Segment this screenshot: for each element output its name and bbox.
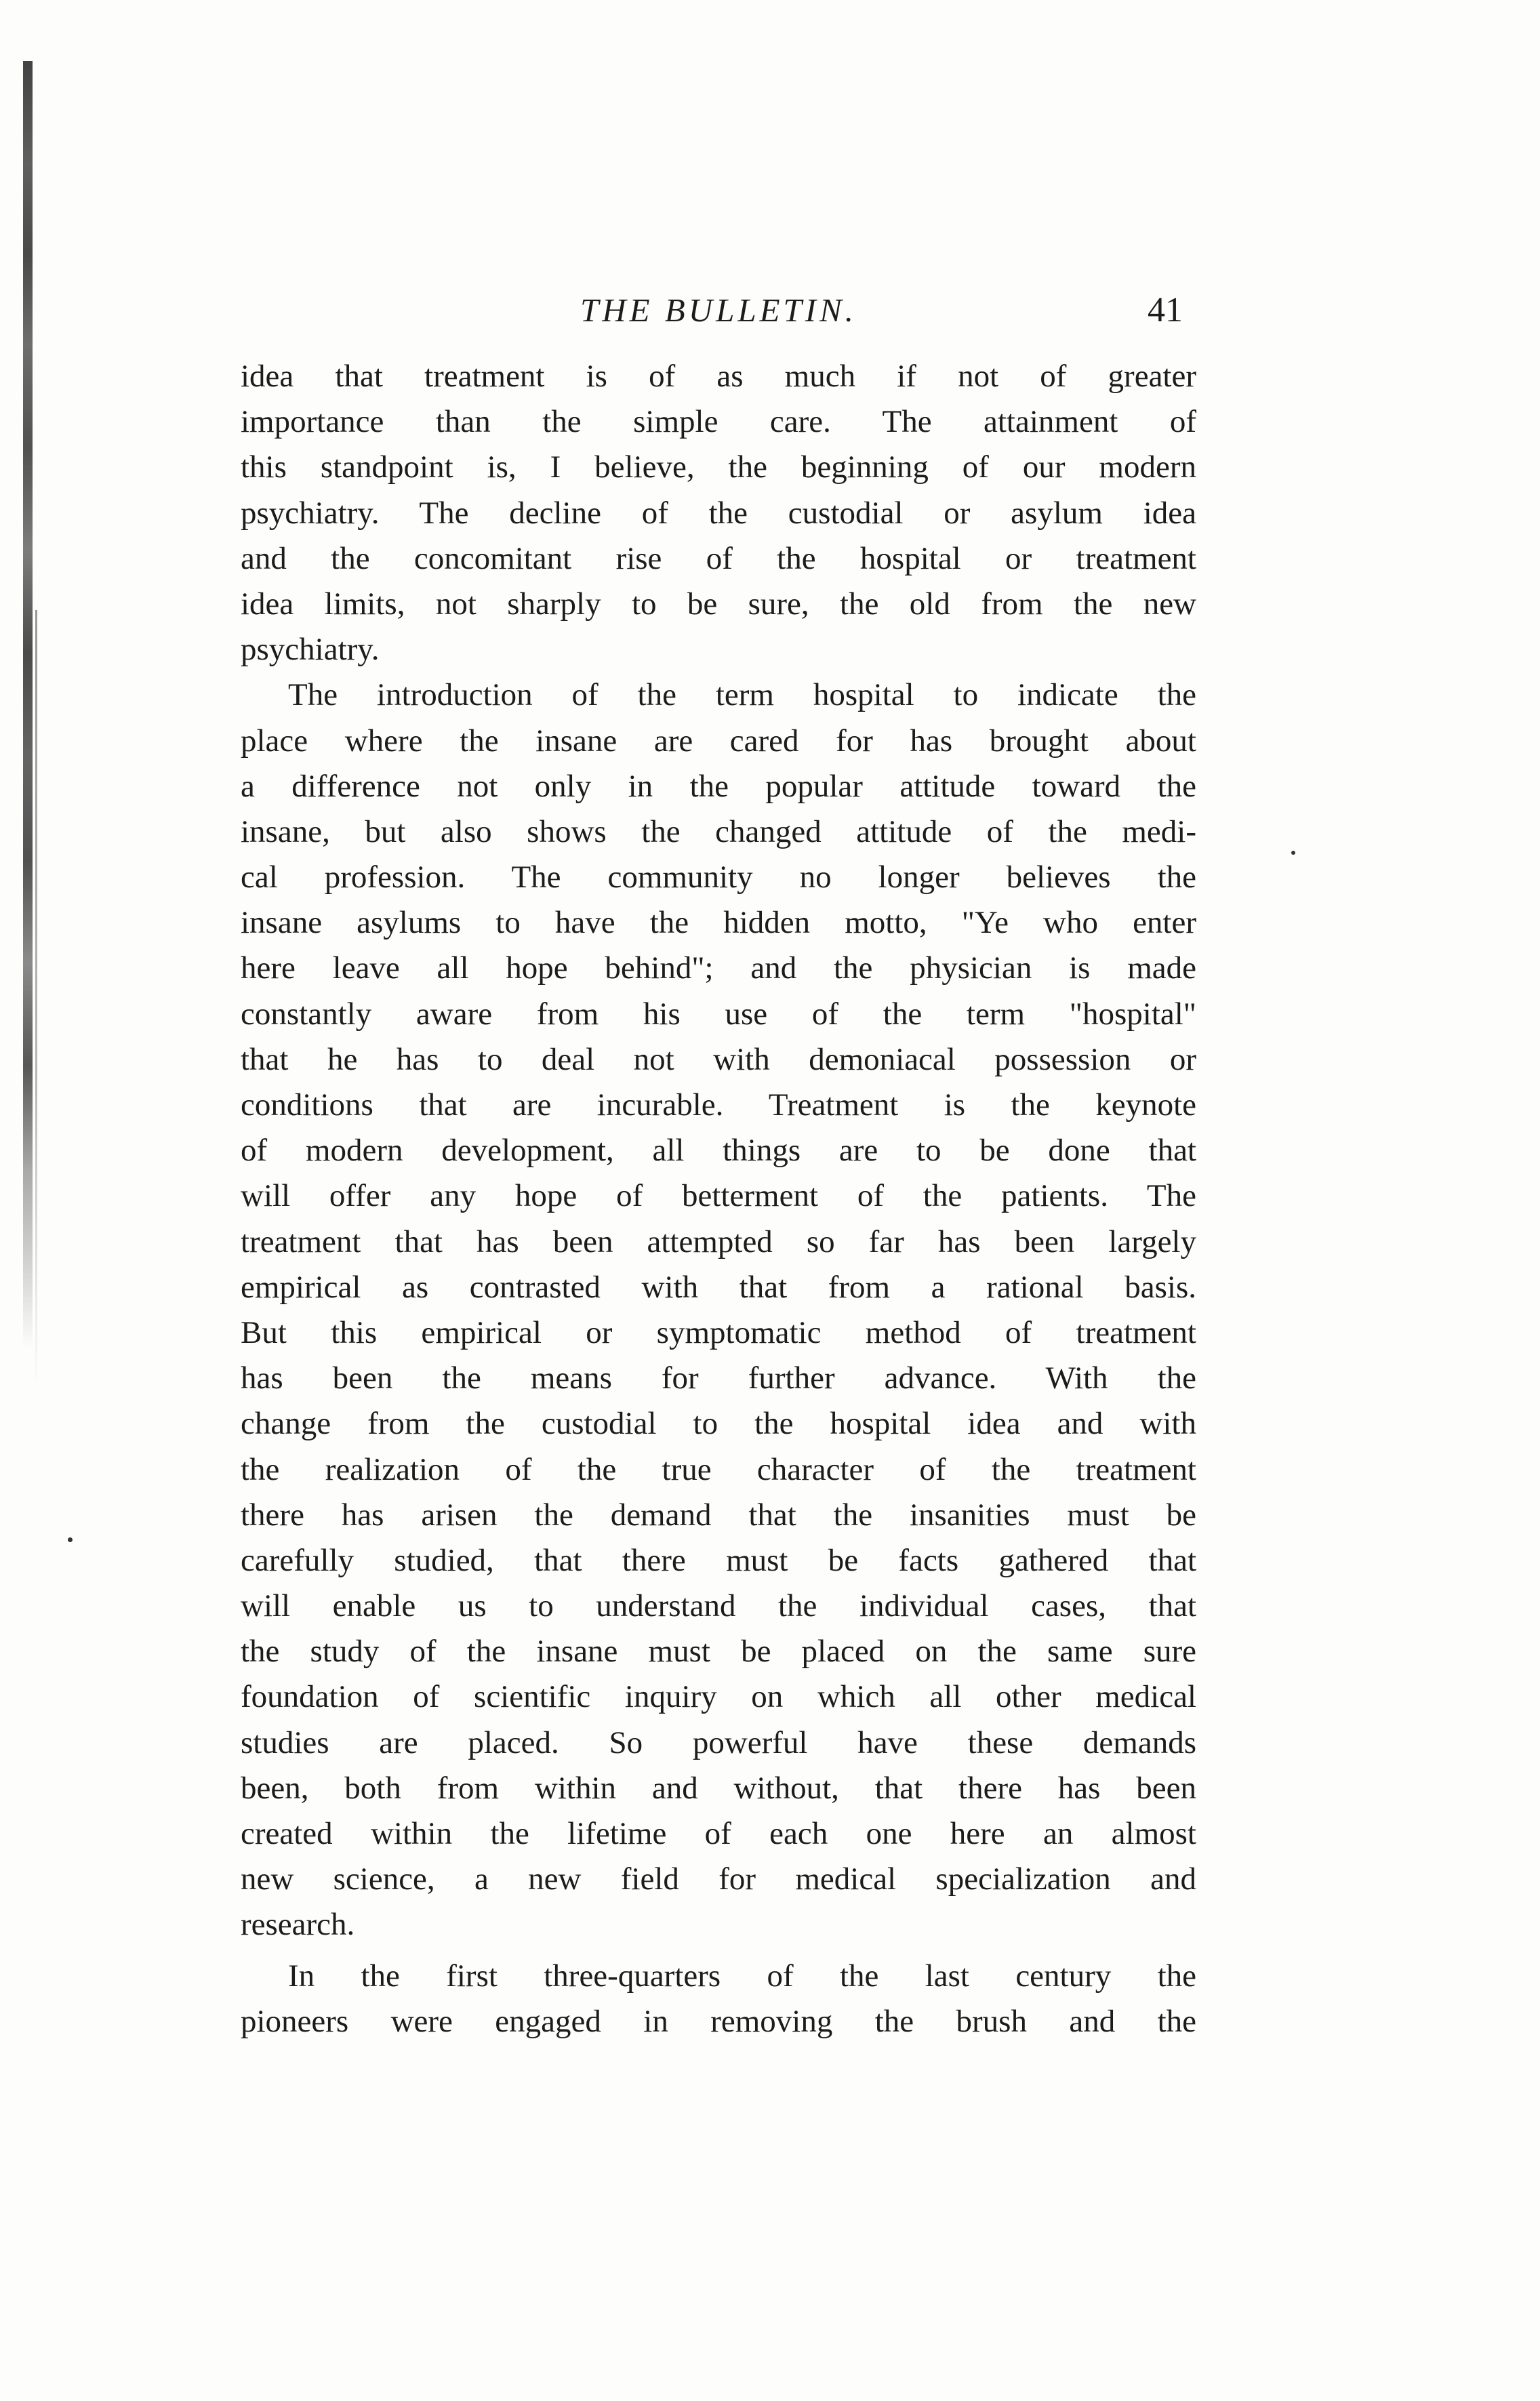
- text-line: a difference not only in the popular attitude toward the: [241, 768, 1196, 804]
- text-line: insane, but also shows the changed attitude of the medi-: [241, 813, 1196, 849]
- text-line: the study of the insane must be placed on the same sure: [241, 1634, 1196, 1670]
- paragraph: [241, 1954, 1196, 2044]
- text-line: foundation of scientific inquiry on which all other medical: [241, 1679, 1196, 1715]
- text-line: treatment that has been attempted so far has been largely: [241, 1224, 1196, 1259]
- text-line: empirical as contrasted with that from a rational basis.: [241, 1269, 1196, 1305]
- text-line: been, both from within and without, that there has been: [241, 1770, 1196, 1806]
- text-line: this standpoint is, I believe, the beginning of our modern: [241, 449, 1196, 485]
- text-line: psychiatry.: [241, 632, 380, 668]
- paragraph: [241, 672, 1196, 1948]
- binding-edge: [23, 61, 33, 1349]
- text-line: created within the lifetime of each one here an almost: [241, 1816, 1196, 1851]
- text-line: But this empirical or symptomatic method of treatment: [241, 1314, 1196, 1350]
- text-line: and the concomitant rise of the hospital or treatment: [241, 540, 1196, 576]
- body-text: [241, 354, 1196, 2044]
- text-line: has been the means for further advance. With the: [241, 1360, 1196, 1396]
- text-line: psychiatry. The decline of the custodial or asylum idea: [241, 495, 1196, 531]
- running-head: THE BULLETIN.: [580, 291, 857, 329]
- text-line: conditions that are incurable. Treatment is the keynote: [241, 1087, 1196, 1123]
- paragraph: [241, 354, 1196, 672]
- text-line: change from the custodial to the hospital idea and with: [241, 1406, 1196, 1442]
- text-line: idea that treatment is of as much if not of greater: [241, 359, 1196, 394]
- scan-speck: [1291, 851, 1295, 855]
- text-line: insane asylums to have the hidden motto, "Ye who enter: [241, 905, 1196, 941]
- page-header: [241, 283, 1196, 338]
- text-line: here leave all hope behind"; and the physician is made: [241, 950, 1196, 986]
- text-line: there has arisen the demand that the insanities must be: [241, 1497, 1196, 1533]
- text-line: the realization of the true character of the treatment: [241, 1451, 1196, 1487]
- text-line: will offer any hope of betterment of the patients. The: [241, 1178, 1196, 1214]
- text-line: importance than the simple care. The attainment of: [241, 404, 1196, 440]
- text-line: pioneers were engaged in removing the brush and the: [241, 2003, 1196, 2039]
- text-line: new science, a new field for medical specialization and: [241, 1861, 1196, 1897]
- text-line: of modern development, all things are to be done that: [241, 1133, 1196, 1169]
- text-line: studies are placed. So powerful have these demands: [241, 1724, 1196, 1760]
- text-line: idea limits, not sharply to be sure, the old from the new: [241, 586, 1196, 622]
- text-line: carefully studied, that there must be facts gathered that: [241, 1542, 1196, 1578]
- text-line: will enable us to understand the individual cases, that: [241, 1588, 1196, 1624]
- text-line: constantly aware from his use of the term "hospital": [241, 996, 1196, 1032]
- binding-edge-shadow: [35, 610, 37, 1390]
- text-line: In the first three-quarters of the last century the: [288, 1958, 1196, 1994]
- scan-speck: [68, 1537, 73, 1542]
- text-line: The introduction of the term hospital to indicate the: [288, 677, 1196, 713]
- paragraph-gap: [241, 1948, 1196, 1954]
- text-line: place where the insane are cared for has brought about: [241, 723, 1196, 759]
- page-number: 41: [1148, 291, 1183, 329]
- text-line: that he has to deal not with demoniacal possession or: [241, 1041, 1196, 1077]
- text-line: cal profession. The community no longer believes the: [241, 860, 1196, 895]
- text-line: research.: [241, 1907, 355, 1943]
